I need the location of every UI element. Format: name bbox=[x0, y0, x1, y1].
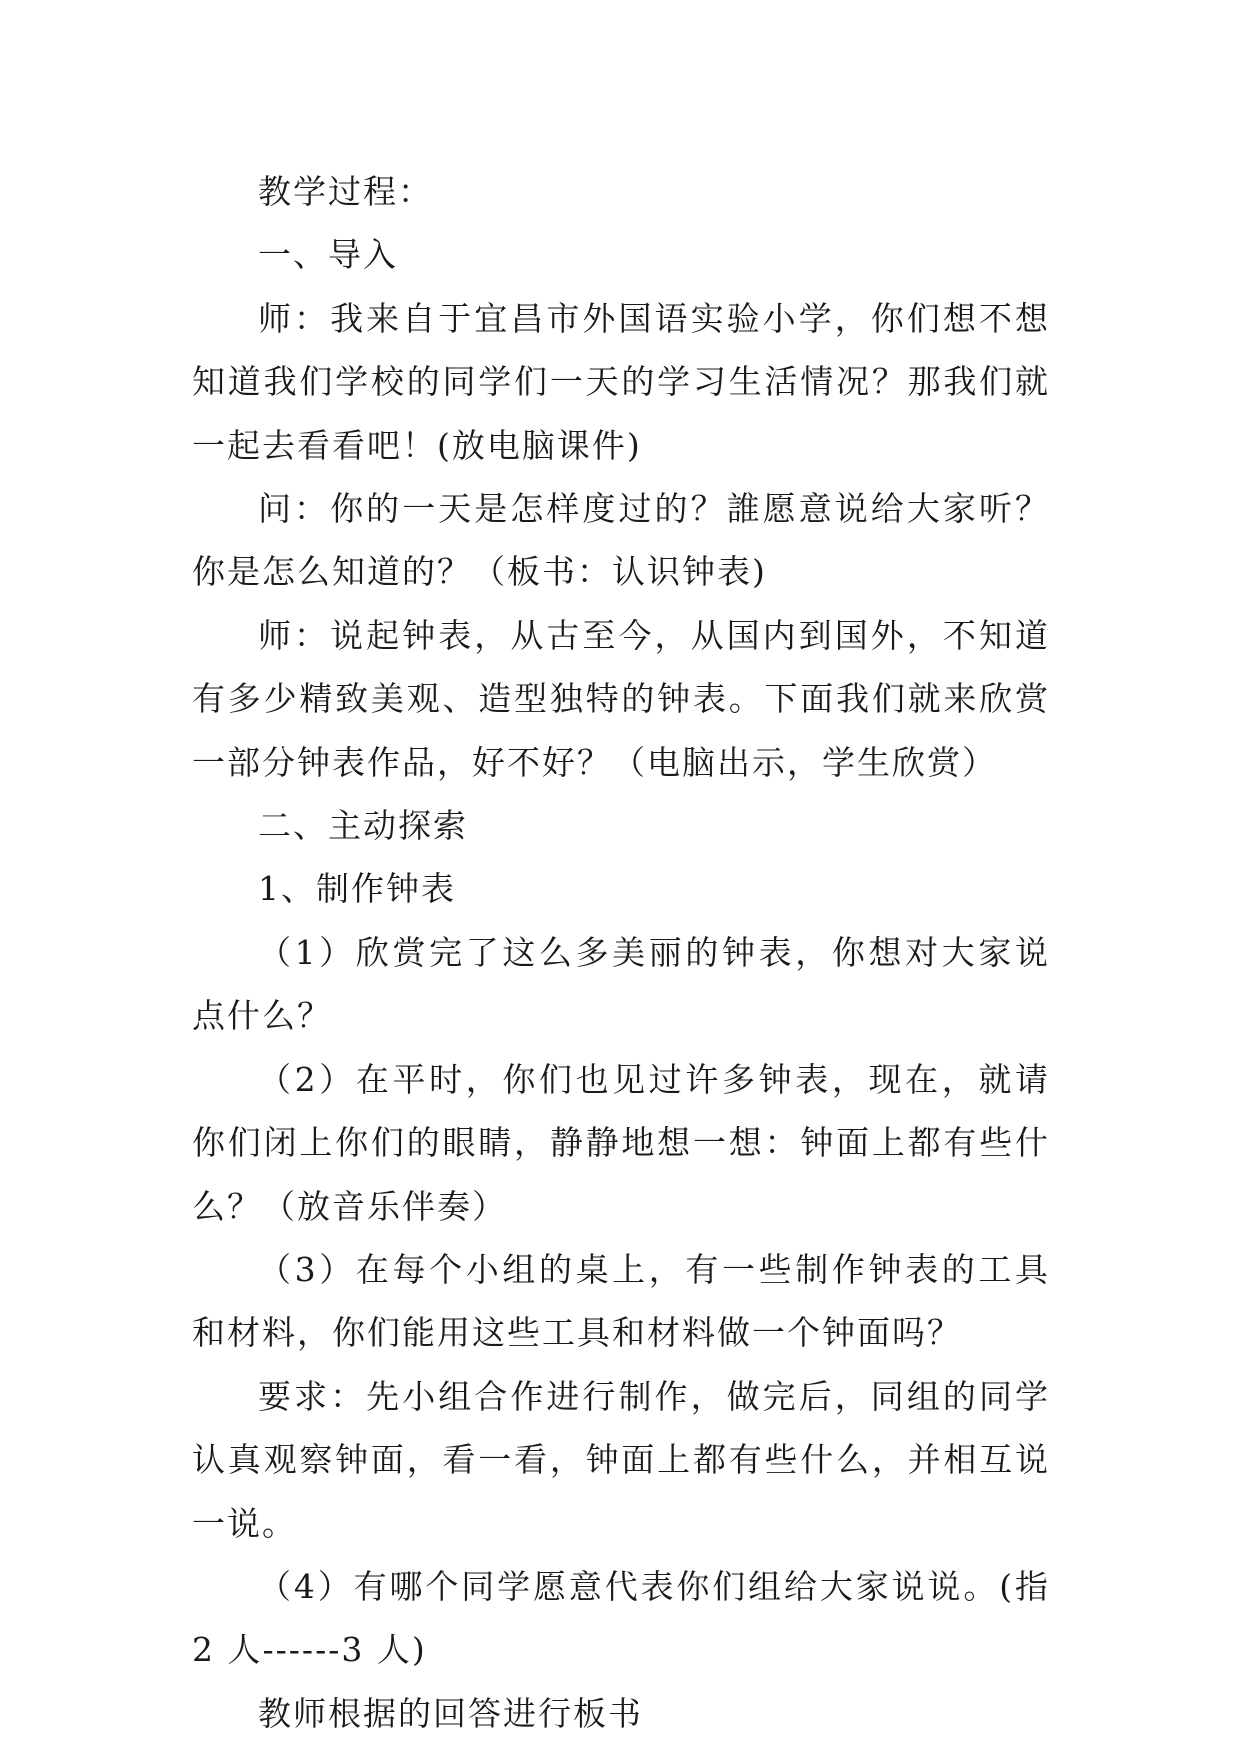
paragraph: 要求：先小组合作进行制作，做完后，同组的同学认真观察钟面，看一看，钟面上都有些什么，并相互说一说。 bbox=[192, 1376, 1050, 1543]
paragraph: 问：你的一天是怎样度过的？誰愿意说给大家听？你是怎么知道的？（板书：认识钟表) bbox=[192, 489, 1050, 592]
paragraph: 教师根据的回答进行板书 bbox=[258, 1693, 643, 1733]
paragraph: （2）在平时，你们也见过许多钟表，现在，就请你们闭上你们的眼睛，静静地想一想：钟面上都有些什么？（放音乐伴奏） bbox=[192, 1059, 1050, 1226]
section-heading-introduction: 一、导入 bbox=[258, 235, 398, 275]
paragraph: （1）欣赏完了这么多美丽的钟表，你想对大家说点什么？ bbox=[192, 932, 1050, 1036]
section-heading-active-exploration: 二、主动探索 bbox=[258, 806, 468, 846]
subsection-heading-make-clock: 1、制作钟表 bbox=[258, 869, 456, 909]
paragraph: 师：说起钟表，从古至今，从国内到国外，不知道有多少精致美观、造型独特的钟表。下面我们就来欣赏一部分钟表作品，好不好？（电脑出示，学生欣赏） bbox=[192, 615, 1050, 782]
section-heading-teaching-process: 教学过程： bbox=[258, 172, 433, 211]
paragraph: （3）在每个小组的桌上，有一些制作钟表的工具和材料，你们能用这些工具和材料做一个钟面吗？ bbox=[192, 1249, 1050, 1353]
paragraph: （4）有哪个同学愿意代表你们组给大家说说。(指 2 人------3 人) bbox=[192, 1566, 1050, 1670]
paragraph: 师：我来自于宜昌市外国语实验小学，你们想不想知道我们学校的同学们一天的学习生活情况？那我们就一起去看看吧！(放电脑课件) bbox=[192, 298, 1050, 465]
document-body bbox=[192, 160, 1050, 1745]
